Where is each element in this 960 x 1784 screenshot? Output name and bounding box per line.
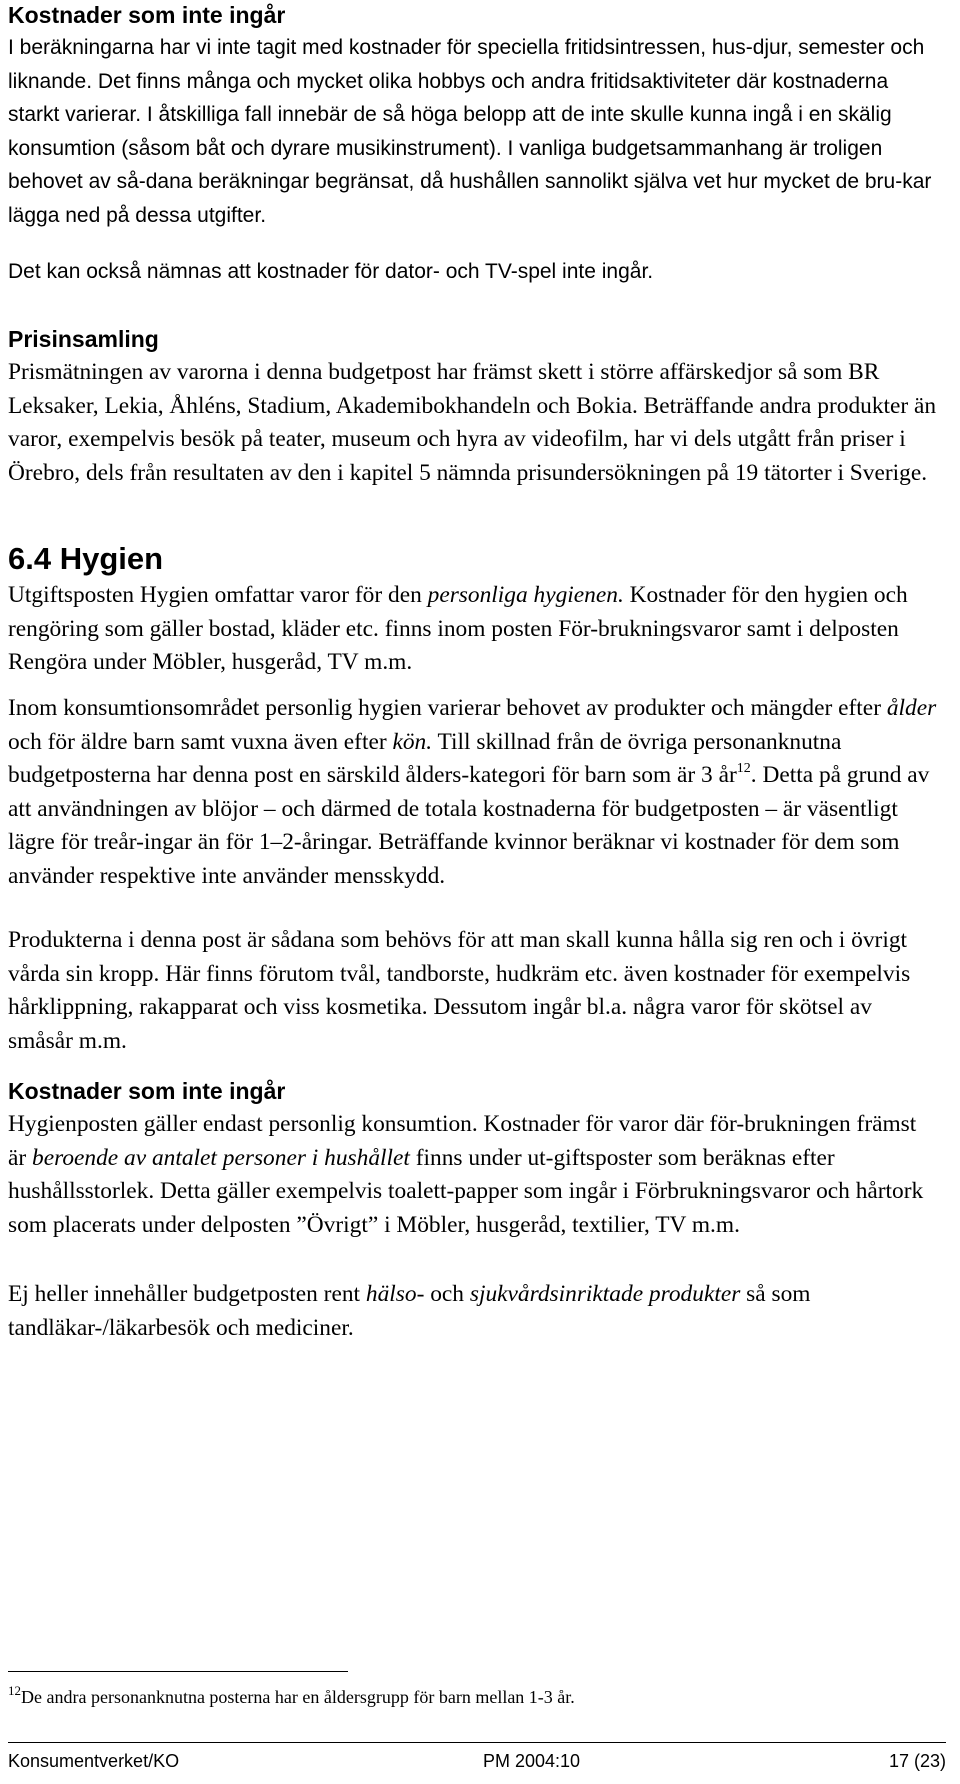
footnote-text: De andra personanknutna posterna har en åldersgrupp för barn mellan 1-3 år. xyxy=(21,1687,575,1707)
paragraph-leisure-costs: I beräkningarna har vi inte tagit med kostnader för speciella fritidsintressen, hus-djur, semester och liknande. Det finns många och mycket olika hobbys och andra fritidsaktiviteter där kostnaderna starkt varierar. I åtskilliga fall innebär de så höga belopp att de inte skulle kunna ingå i en skälig konsumtion (såsom båt och dyrare musikinstrument). I vanliga budgetsammanhang är troligen behovet av så-dana beräkningar begränsat, då hushållen sannolikt själva vet hur mycket de bru-kar lägga ned på dessa utgifter. xyxy=(8,36,932,227)
paragraph-health-products: Ej heller innehåller budgetposten rent hälso- och sjukvårdsinriktade produkter så som tandläkar-/läkarbesök och mediciner. xyxy=(8,1281,811,1341)
paragraph-hygiene-needs: Inom konsumtionsområdet personlig hygien varierar behovet av produkter och mängder efter ålder och för äldre barn samt vuxna även efter kön. Till skillnad från de övriga personanknutna budgetposterna har denna post en särskild ålders-kategori för barn som är 3 $år^{12}$. Detta på grund av att användningen av blöjor – och därmed de totala kostnaderna för budgetposten – är väsentligt lägre för treår-ingar än för 1–2-åringar. Beträffande kvinnor beräknar vi kostnader för dem som använder respektive inte använder mensskydd. xyxy=(8,695,937,889)
paragraph-hygiene-products: Produkterna i denna post är sådana som behövs för att man skall kunna hålla sig ren och i övrigt vårda sin kropp. Här finns förutom tvål, tandborste, hudkräm etc. även kostnader för exempelvis hårklippning, rakapparat och viss kosmetika. Dessutom ingår bl.a. några varor för skötsel av småsår m.m. xyxy=(8,927,911,1054)
paragraph-computer-games: Det kan också nämnas att kostnader för dator- och TV-spel inte ingår. xyxy=(8,260,654,283)
footnote xyxy=(8,1684,575,1710)
paragraph-price-measurement: Prismätningen av varorna i denna budgetpost har främst skett i större affärskedjor så som BR Leksaker, Lekia, Åhléns, Stadium, Akademibokhandeln och Bokia. Beträffande andra produkter än varor, exempelvis besök på teater, museum och hyra av videofilm, har vi dels utgått från priser i Örebro, dels från resultaten av den i kapitel 5 nämnda prisundersökningen på 19 tätorter i Sverige. xyxy=(8,359,937,486)
section-heading-costs-excluded-2: Kostnader som inte ingår xyxy=(8,1078,286,1104)
paragraph-household-costs: Hygienposten gäller endast personlig konsumtion. Kostnader för varor där för-brukningen främst är beroende av antalet personer i hushållet finns under ut-giftsposter som beräknas efter hushållsstorlek. Detta gäller exempelvis toalett-papper som ingår i Förbrukningsvaror och hårtork som placerats under delposten ”Övrigt” i Möbler, husgeråd, textilier, TV m.m. xyxy=(8,1111,924,1238)
chapter-heading-hygiene: 6.4 Hygien xyxy=(8,541,164,576)
paragraph-hygiene-scope: Utgiftsposten Hygien omfattar varor för den personliga hygienen. Kostnader för den hygien och rengöring som gäller bostad, kläder etc. finns inom posten För-brukningsvaror samt i delposten Rengöra under Möbler, husgeråd, TV m.m. xyxy=(8,582,908,675)
footer-separator xyxy=(8,1742,946,1743)
section-heading-costs-excluded-1: Kostnader som inte ingår xyxy=(8,2,286,28)
footnote-separator xyxy=(8,1671,348,1672)
footnote-ref-12: 12 xyxy=(736,761,751,776)
section-heading-price-collection: Prisinsamling xyxy=(8,326,159,352)
footer-document-id: PM 2004:10 xyxy=(483,1751,581,1771)
page-footer xyxy=(8,1748,946,1774)
footer-organization: Konsumentverket/KO xyxy=(8,1751,180,1771)
footnote-number: 12 xyxy=(8,1683,21,1698)
footer-page-number: 17 (23) xyxy=(888,1751,946,1771)
